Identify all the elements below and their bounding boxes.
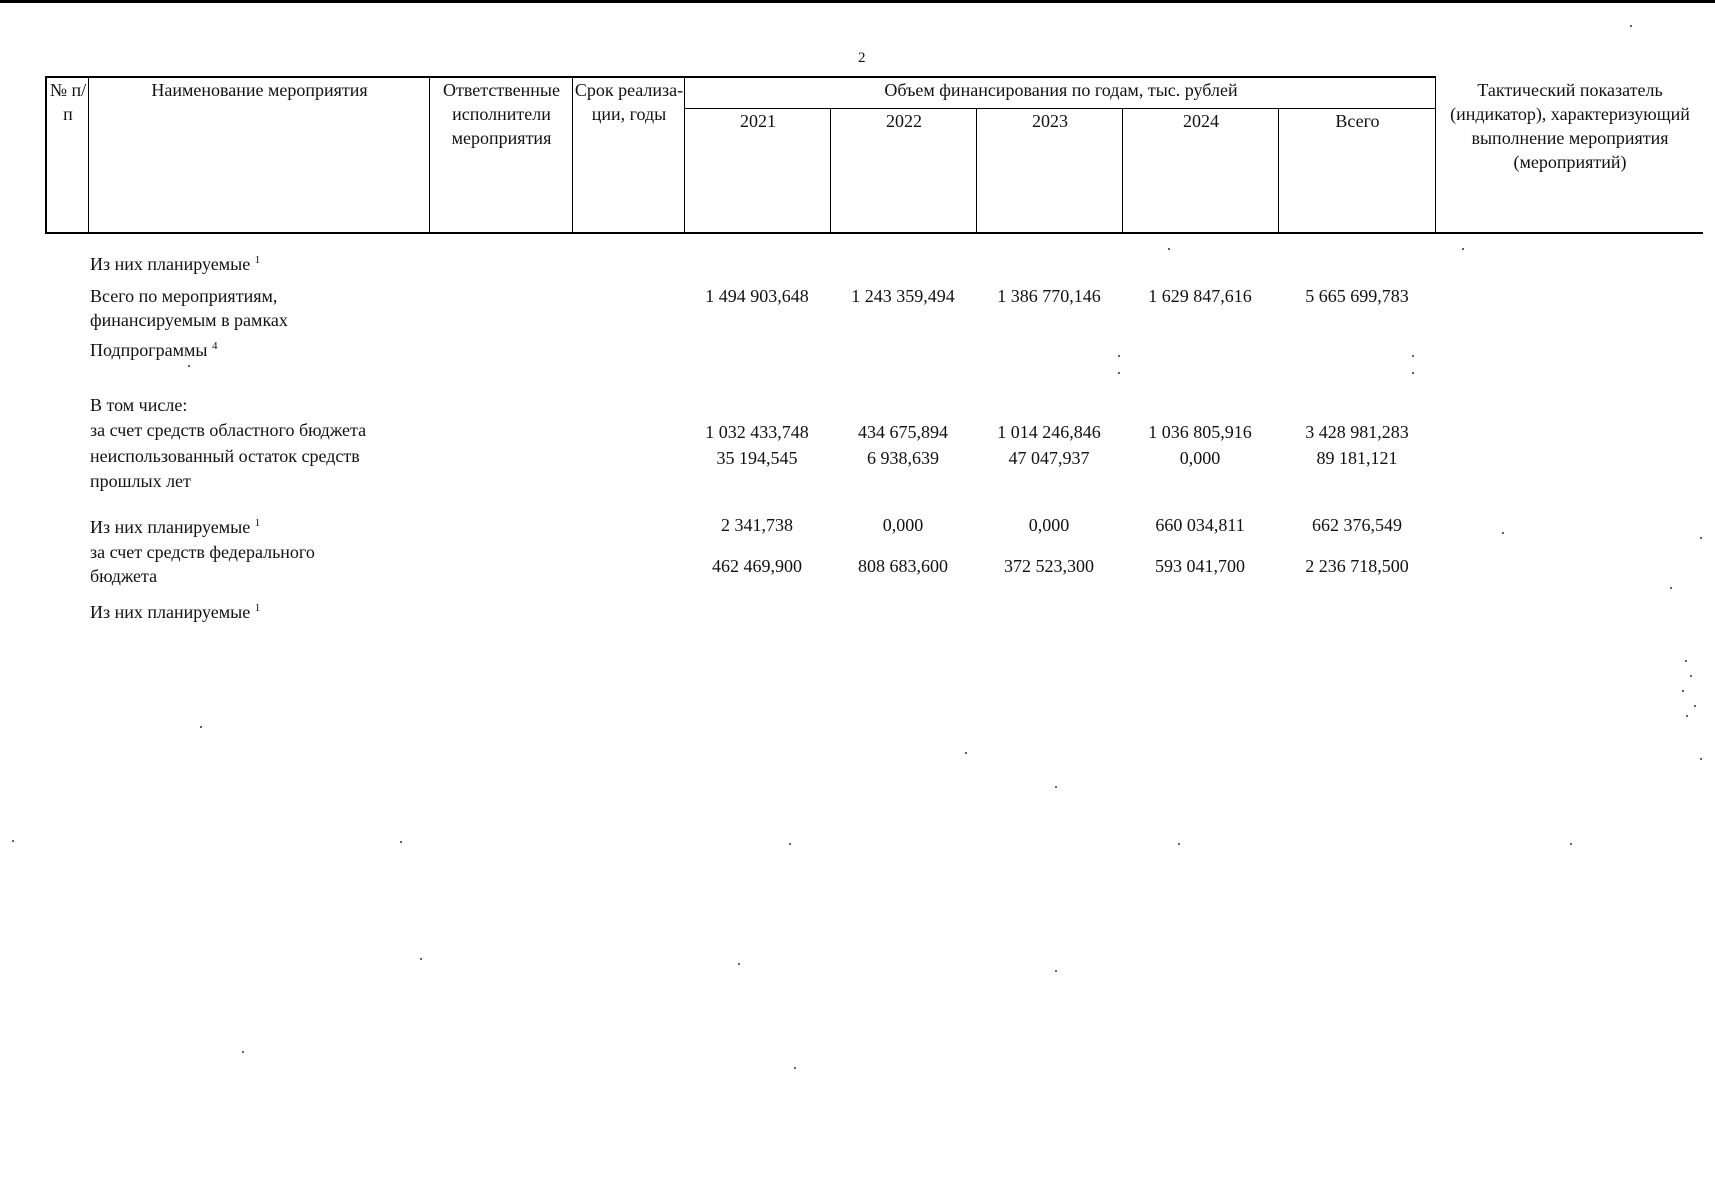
header-col-funding: Объем финансирования по годам, тыс. рублей bbox=[884, 80, 1238, 100]
header-col-term: Срок реализа-ции, годы bbox=[574, 80, 684, 124]
row-federal-all: 2 236 718,500 bbox=[1305, 556, 1409, 576]
row-unused-2024: 0,000 bbox=[1179, 448, 1221, 468]
row-total-2021: 1 494 903,648 bbox=[705, 286, 809, 306]
row-federal-label-b: бюджета bbox=[90, 566, 158, 586]
header-col-responsible: Ответственные исполнители мероприятия bbox=[443, 80, 560, 148]
row-federal-2023: 372 523,300 bbox=[1004, 556, 1094, 576]
row-regional-2024: 1 036 805,916 bbox=[1148, 422, 1252, 442]
row-regional-label: за счет средств областного бюджета bbox=[90, 420, 367, 440]
header-year-2024: 2024 bbox=[1183, 111, 1219, 131]
row-total-label-c: Подпрограммы $^4$ bbox=[90, 340, 218, 360]
row-total-2022: 1 243 359,494 bbox=[851, 286, 955, 306]
header-year-2022: 2022 bbox=[886, 111, 922, 131]
row-regional-2022: 434 675,894 bbox=[858, 422, 948, 442]
row-planned-2-label: Из них планируемые $^1$ bbox=[90, 517, 261, 537]
header-year-2023: 2023 bbox=[1032, 111, 1068, 131]
row-including-label: В том числе: bbox=[90, 395, 188, 415]
row-unused-label-a: неиспользованный остаток средств bbox=[90, 446, 360, 466]
header-col-indicator: Тактический показатель (индикатор), характеризующий выполнение мероприятия (мероприятий) bbox=[1450, 80, 1690, 172]
row-total-2024: 1 629 847,616 bbox=[1148, 286, 1252, 306]
row-regional-2021: 1 032 433,748 bbox=[705, 422, 809, 442]
row-total-label-a: Всего по мероприятиям, bbox=[90, 286, 278, 306]
row-planned-2-2021: 2 341,738 bbox=[721, 515, 793, 535]
row-planned-1-label: Из них планируемые $^1$ bbox=[90, 254, 261, 274]
row-planned-2-2022: 0,000 bbox=[882, 515, 924, 535]
row-unused-2022: 6 938,639 bbox=[867, 448, 939, 468]
row-total-label-b: финансируемым в рамках bbox=[90, 310, 288, 330]
row-regional-2023: 1 014 246,846 bbox=[997, 422, 1101, 442]
header-col-name: Наименование мероприятия bbox=[151, 80, 368, 100]
row-unused-2021: 35 194,545 bbox=[716, 448, 798, 468]
row-planned-3-label: Из них планируемые $^1$ bbox=[90, 602, 261, 622]
top-border bbox=[0, 0, 1715, 3]
row-planned-2-all: 662 376,549 bbox=[1312, 515, 1402, 535]
row-unused-label-b: прошлых лет bbox=[90, 471, 191, 491]
row-planned-2-2023: 0,000 bbox=[1028, 515, 1070, 535]
header-total: Всего bbox=[1335, 111, 1380, 131]
row-federal-label-a: за счет средств федерального bbox=[90, 542, 315, 562]
header-col-num: № п/п bbox=[49, 80, 87, 124]
row-unused-2023: 47 047,937 bbox=[1008, 448, 1090, 468]
row-federal-2024: 593 041,700 bbox=[1155, 556, 1245, 576]
header-year-2021: 2021 bbox=[740, 111, 776, 131]
row-planned-2-2024: 660 034,811 bbox=[1155, 515, 1245, 535]
row-federal-2022: 808 683,600 bbox=[858, 556, 948, 576]
row-regional-all: 3 428 981,283 bbox=[1305, 422, 1409, 442]
row-total-all: 5 665 699,783 bbox=[1305, 286, 1409, 306]
row-federal-2021: 462 469,900 bbox=[712, 556, 802, 576]
row-unused-all: 89 181,121 bbox=[1316, 448, 1398, 468]
row-total-2023: 1 386 770,146 bbox=[997, 286, 1101, 306]
page-number: 2 bbox=[858, 50, 866, 66]
